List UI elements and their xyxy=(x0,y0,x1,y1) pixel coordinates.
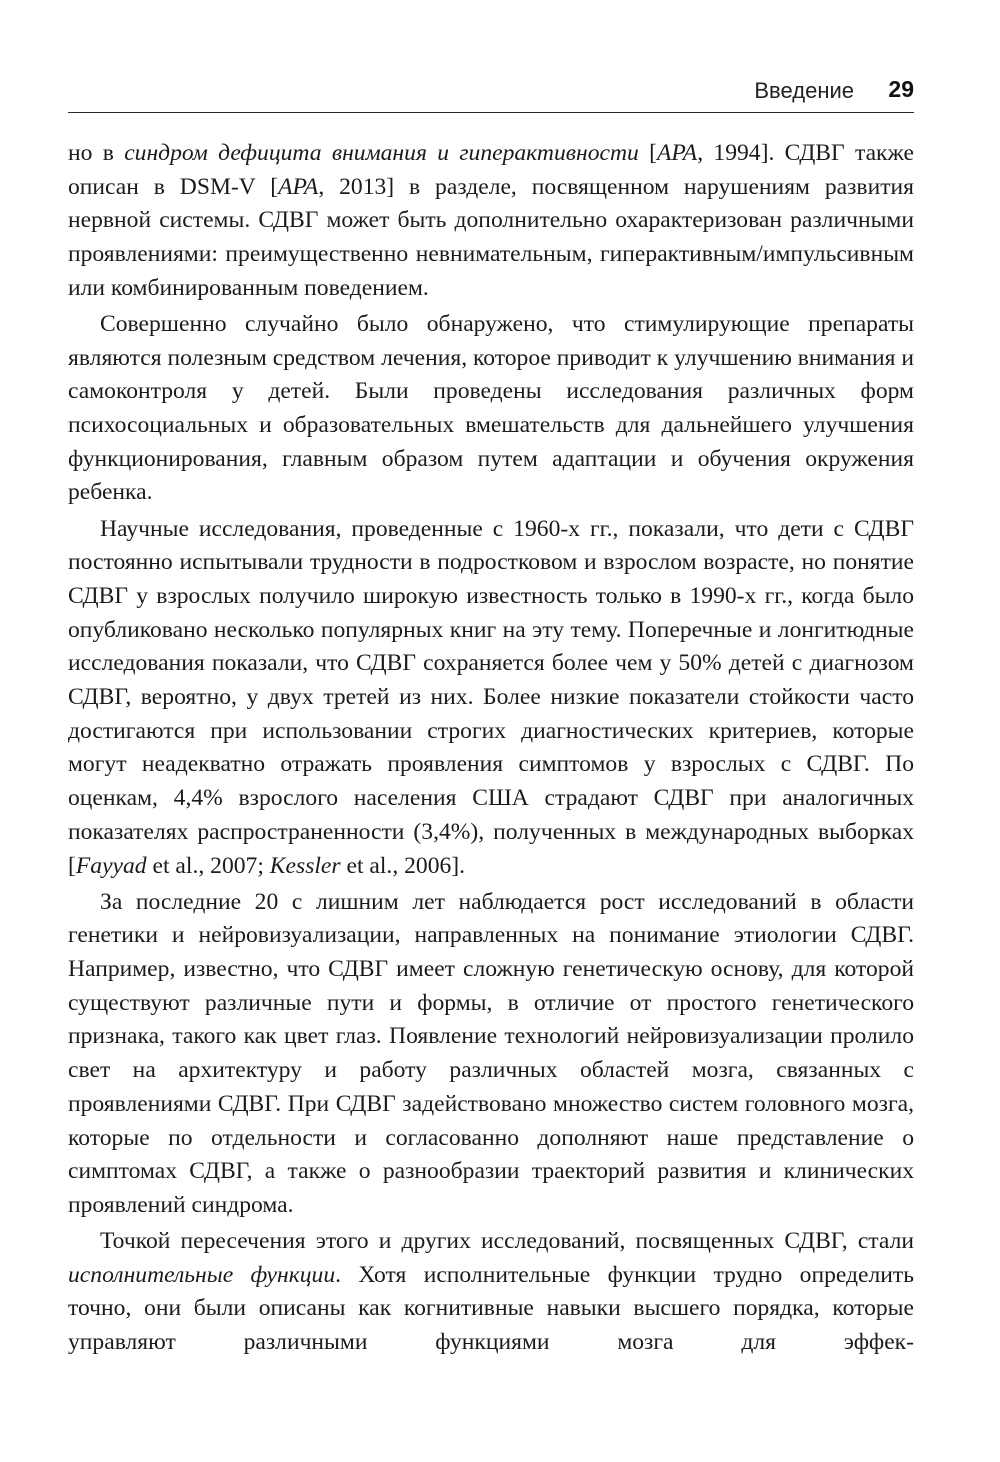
text-run: [ xyxy=(638,140,657,166)
paragraph xyxy=(68,886,914,1223)
body-text xyxy=(68,137,914,1362)
text-run: et al., 2006]. xyxy=(340,852,466,879)
text-run: но в xyxy=(68,140,125,166)
citation-author: Kessler xyxy=(269,852,341,879)
paragraph xyxy=(68,308,914,510)
citation-author: Fayyad xyxy=(75,852,147,879)
text-run-italic: синдром дефицита внимания и гиперактивности xyxy=(124,140,639,166)
text-run: , 1994]. СДВГ также описан в DSM-V [ xyxy=(68,140,914,200)
running-header xyxy=(68,76,914,113)
page-number: 29 xyxy=(888,76,914,102)
paragraph xyxy=(68,137,914,306)
paragraph xyxy=(68,513,914,884)
paragraph xyxy=(68,1225,914,1360)
text-run: За последние 20 с лишним лет наблюдается рост исследований в области генетики и нейровизуализации, направленных на понимание этиологии СДВГ. Например, известно, что СДВГ имеет сложную генетическую основу, для которой существуют различные пути и формы, в отличие от простого генетического признака, такого как цвет глаз. Появление технологий нейровизуализации пролило свет на архитектуру и работу различных областей мозга, связанных с проявлениями СДВГ. При СДВГ задействовано множество систем головного мозга, которые по отдельности и согласованно дополняют наше представление о симптомах СДВГ, а также о разнообразии траекторий развития и клинических проявлений синдрома. xyxy=(68,888,914,1218)
text-run: Совершенно случайно было обнаружено, что стимулирующие препараты являются полезным средством лечения, которое приводит к улучшению внимания и самоконтроля у детей. Были проведены исследования различных форм психосоциальных и образовательных вмешательств для дальнейшего улучшения функционирования, главным образом путем адаптации и обучения окружения ребенка. xyxy=(68,310,915,506)
section-title: Введение xyxy=(754,78,854,103)
text-run: Научные исследования, проведенные с 1960-х гг., показали, что дети с СДВГ постоянно испытывали трудности в подростковом и взрослом возрасте, но понятие СДВГ у взрослых получило широкую известность только в 1990-х гг., когда было опубликовано несколько популярных книг на эту тему. Поперечные и лонгитюдные исследования показали, что СДВГ сохраняется более чем у 50% детей с диагнозом СДВГ, вероятно, у двух третей из них. Более низкие показатели стойкости часто достигаются при использовании строгих диагностических критериев, которые могут неадекватно отражать проявления симптомов у взрослых с СДВГ. По оценкам, 4,4% взрослого населения США страдают СДВГ при аналогичных показателях распространенности (3,4%), полученных в международных выборках [ xyxy=(68,515,914,879)
citation-author: APA xyxy=(278,173,319,200)
citation-author: APA xyxy=(656,140,698,166)
text-run: . Хотя исполнительные функции трудно определить точно, они были описаны как когнитивные навыки высшего порядка, которые управляют различными функциями мозга для эффек- xyxy=(68,1261,915,1356)
text-run: , 2013] в разделе, посвященном нарушениям развития нервной системы. СДВГ может быть дополнительно охарактеризован различными проявлениями: преимущественно невнимательным, гиперактивным/импульсивным или комбинированным поведением. xyxy=(68,173,914,301)
text-run: Точкой пересечения этого и других исследований, посвященных СДВГ, стали xyxy=(100,1228,914,1255)
text-run: et al., 2007; xyxy=(146,852,270,879)
text-run-italic: исполнительные функции xyxy=(68,1261,336,1288)
